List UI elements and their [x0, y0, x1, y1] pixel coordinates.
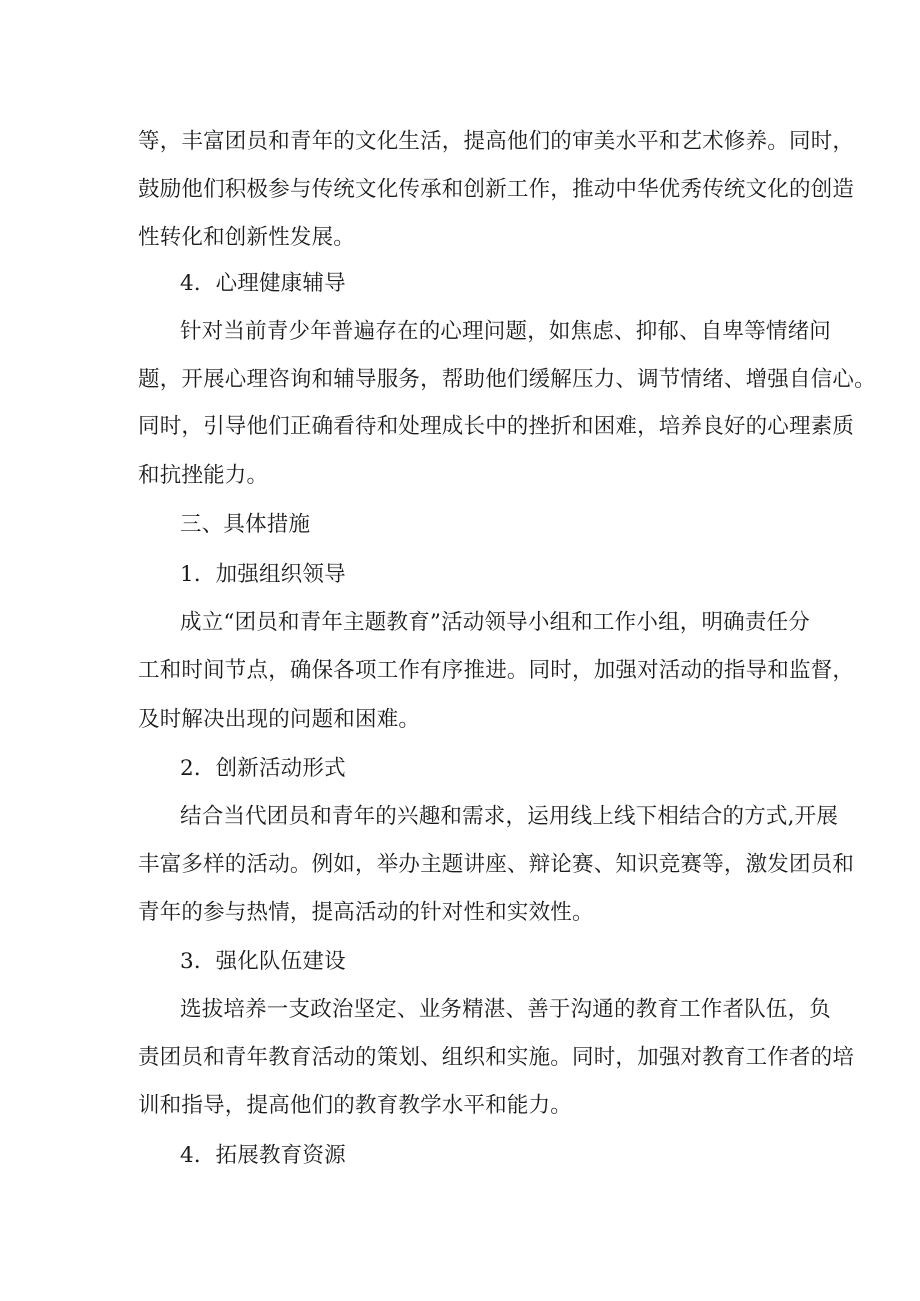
- paragraph-line: 丰富多样的活动。例如，举办主题讲座、辩论赛、知识竞赛等，激发团员和: [138, 852, 855, 877]
- paragraph-line: 等，丰富团员和青年的文化生活，提高他们的审美水平和艺术修养。同时，: [138, 129, 855, 154]
- section-heading: 4．拓展教育资源: [180, 1143, 346, 1168]
- paragraph-line: 题，开展心理咨询和辅导服务，帮助他们缓解压力、调节情绪、增强自信心。: [138, 367, 876, 392]
- chapter-heading: 三、具体措施: [180, 512, 311, 537]
- paragraph-line: 青年的参与热情，提高活动的针对性和实效性。: [138, 900, 594, 925]
- paragraph-line: 工和时间节点，确保各项工作有序推进。同时，加强对活动的指导和监督，: [138, 658, 855, 683]
- paragraph-line: 结合当代团员和青年的兴趣和需求，运用线上线下相结合的方式,开展: [180, 804, 839, 829]
- section-heading: 2．创新活动形式: [180, 756, 346, 781]
- section-heading: 3．强化队伍建设: [180, 949, 346, 974]
- paragraph-line: 同时，引导他们正确看待和处理成长中的挫折和困难，培养良好的心理素质: [138, 414, 855, 439]
- paragraph-line: 针对当前青少年普遍存在的心理问题，如焦虑、抑郁、自卑等情绪问: [180, 319, 832, 344]
- paragraph-line: 责团员和青年教育活动的策划、组织和实施。同时，加强对教育工作者的培: [138, 1045, 855, 1070]
- paragraph-line: 训和指导，提高他们的教育教学水平和能力。: [138, 1093, 573, 1118]
- paragraph-line: 和抗挫能力。: [138, 463, 269, 488]
- section-heading: 1．加强组织领导: [180, 562, 346, 587]
- paragraph-line: 选拔培养一支政治坚定、业务精湛、善于沟通的教育工作者队伍，负: [180, 997, 832, 1022]
- section-heading: 4．心理健康辅导: [180, 271, 346, 296]
- paragraph-line: 成立“团员和青年主题教育”活动领导小组和工作小组，明确责任分: [180, 610, 810, 635]
- paragraph-line: 及时解决出现的问题和困难。: [138, 707, 421, 732]
- paragraph-line: 鼓励他们积极参与传统文化传承和创新工作，推动中华优秀传统文化的创造: [138, 177, 855, 202]
- paragraph-line: 性转化和创新性发展。: [138, 225, 356, 250]
